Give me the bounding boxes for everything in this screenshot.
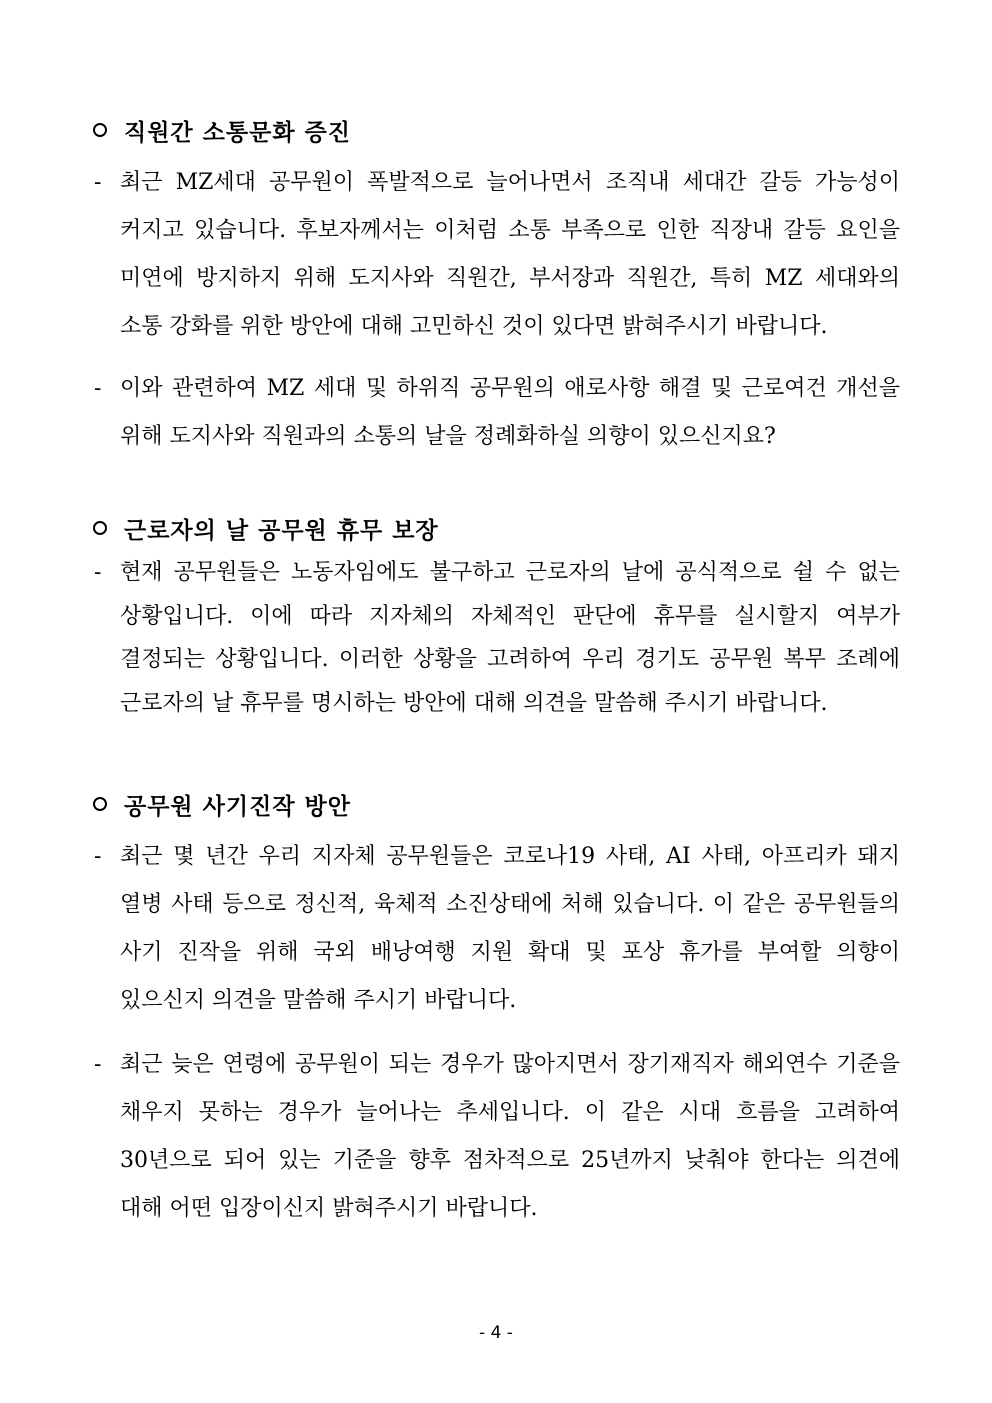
circle-bullet-icon xyxy=(93,797,107,811)
section-heading-text: 공무원 사기진작 방안 xyxy=(124,792,351,820)
section-heading-text: 근로자의 날 공무원 휴무 보장 xyxy=(124,516,439,544)
section-staff-communication xyxy=(90,115,900,461)
section-heading xyxy=(90,789,900,819)
question-text: 현재 공무원들은 노동자임에도 불구하고 근로자의 날에 공식적으로 쉴 수 없는 상황입니다. 이에 따라 지자체의 자체적인 판단에 휴무를 실시할지 여부가 결정되는 상황입니다. 이러한 상황을 고려하여 우리 경기도 공무원 복무 조례에 근로자의 날 휴무를 명시하는 방안에 대해 의견을 말씀해 주시기 바랍니다. xyxy=(120,560,900,716)
section-heading-text: 직원간 소통문화 증진 xyxy=(124,118,351,146)
dash-bullet: - xyxy=(94,170,102,195)
question-text: 최근 몇 년간 우리 지자체 공무원들은 코로나19 사태, AI 사태, 아프리카 돼지 열병 사태 등으로 정신적, 육체적 소진상태에 처해 있습니다. 이 같은 공무원들의 사기 진작을 위해 국외 배낭여행 지원 확대 및 포상 휴가를 부여할 의향이 있으신지 의견을 말씀해 주시기 바랍니다. xyxy=(120,844,900,1013)
question-item xyxy=(90,833,900,1025)
dash-bullet: - xyxy=(94,1052,102,1077)
section-workers-day-holiday xyxy=(90,513,900,725)
section-heading xyxy=(90,513,900,543)
section-morale-boost xyxy=(90,789,900,1233)
section-heading xyxy=(90,115,900,145)
question-text: 최근 MZ세대 공무원이 폭발적으로 늘어나면서 조직내 세대간 갈등 가능성이 커지고 있습니다. 후보자께서는 이처럼 소통 부족으로 인한 직장내 갈등 요인을 미연에 방지하지 위해 도지사와 직원간, 부서장과 직원간, 특히 MZ 세대와의 소통 강화를 위한 방안에 대해 고민하신 것이 있다면 밝혀주시기 바랍니다. xyxy=(120,170,900,339)
circle-bullet-icon xyxy=(93,521,107,535)
question-item xyxy=(90,365,900,461)
dash-bullet: - xyxy=(94,844,102,869)
dash-bullet: - xyxy=(94,376,102,401)
question-text: 최근 늦은 연령에 공무원이 되는 경우가 많아지면서 장기재직자 해외연수 기준을 채우지 못하는 경우가 늘어나는 추세입니다. 이 같은 시대 흐름을 고려하여 30년으로 되어 있는 기준을 향후 점차적으로 25년까지 낮춰야 한다는 의견에 대해 어떤 입장이신지 밝혀주시기 바랍니다. xyxy=(120,1052,900,1221)
circle-bullet-icon xyxy=(93,123,107,137)
question-item xyxy=(90,551,900,725)
question-item xyxy=(90,159,900,351)
question-item xyxy=(90,1041,900,1233)
question-text: 이와 관련하여 MZ 세대 및 하위직 공무원의 애로사항 해결 및 근로여건 개선을 위해 도지사와 직원과의 소통의 날을 정례화하실 의향이 있으신지요? xyxy=(120,376,900,449)
dash-bullet: - xyxy=(94,560,102,585)
page-number: - 4 - xyxy=(479,1323,513,1343)
